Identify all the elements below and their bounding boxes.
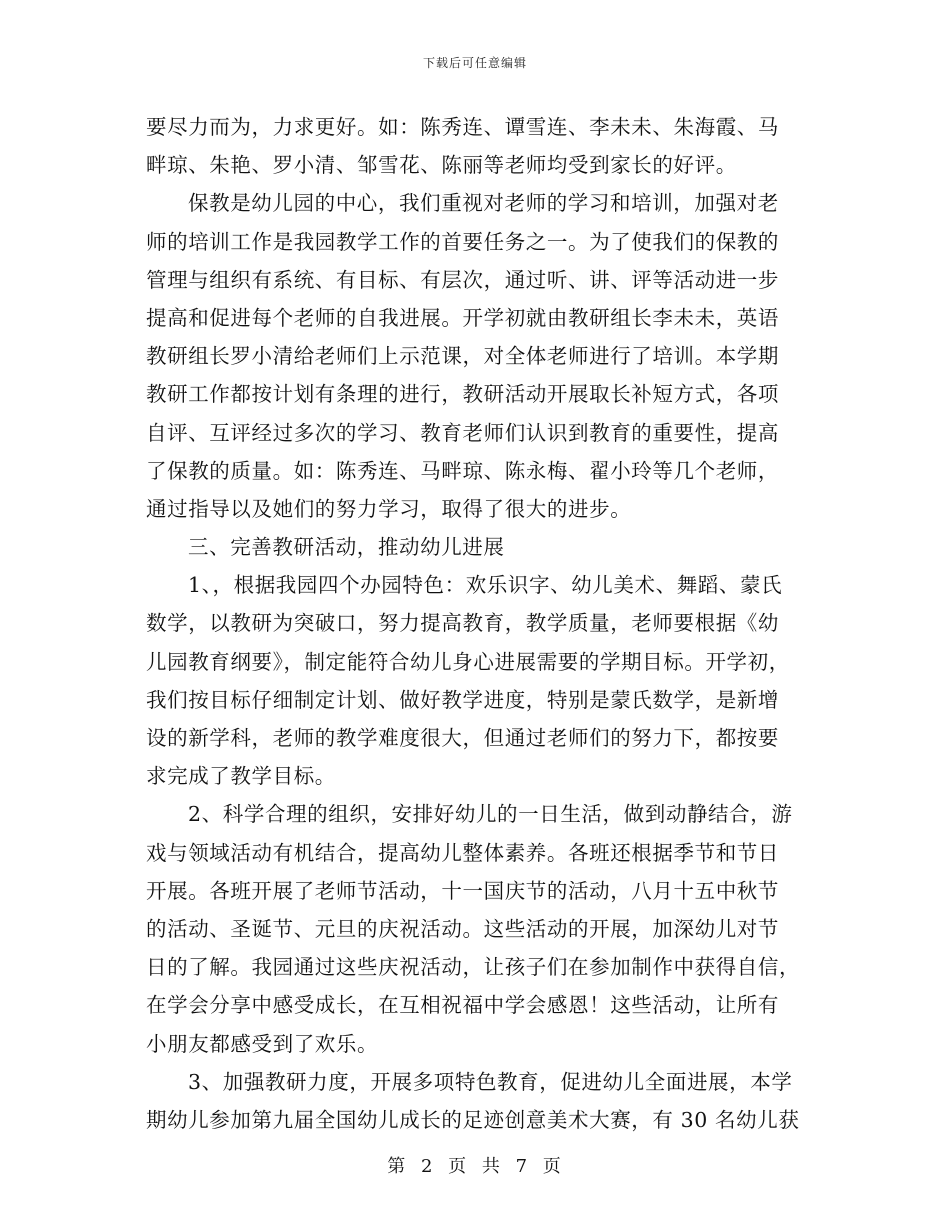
text-line: 期幼儿参加第九届全国幼儿成长的足迹创意美术大赛，有 30 名幼儿获 [146, 1107, 800, 1132]
text-line: 数学，以教研为突破口，努力提高教育，教学质量，老师要根据《幼 [146, 611, 779, 636]
text-line: 小朋友都感受到了欢乐。 [146, 1031, 379, 1056]
paragraph-start-line: 保教是幼儿园的中心，我们重视对老师的学习和培训，加强对老 [188, 191, 779, 216]
text-line: 在学会分享中感受成长，在互相祝福中学会感恩！这些活动，让所有 [146, 993, 779, 1018]
text-line: 教研组长罗小清给老师们上示范课，对全体老师进行了培训。本学期 [146, 344, 779, 369]
text-line: 开展。各班开展了老师节活动，十一国庆节的活动，八月十五中秋节 [146, 878, 779, 903]
text-line: 日的了解。我园通过这些庆祝活动，让孩子们在参加制作中获得自信， [146, 955, 801, 980]
text-line: 通过指导以及她们的努力学习，取得了很大的进步。 [146, 496, 632, 521]
text-line: 教研工作都按计划有条理的进行，教研活动开展取长补短方式，各项 [146, 382, 779, 407]
text-line: 戏与领域活动有机结合，提高幼儿整体素养。各班还根据季节和节日 [146, 840, 779, 865]
paragraph-start-line: 2、科学合理的组织，安排好幼儿的一日生活，做到动静结合，游 [188, 802, 793, 827]
body-text [146, 108, 806, 1139]
text-line: 要尽力而为，力求更好。如：陈秀连、谭雪连、李未未、朱海霞、马 [146, 115, 779, 139]
page-number-footer: 第 2 页 共 7 页 [387, 1156, 563, 1177]
text-line: 的活动、圣诞节、元旦的庆祝活动。这些活动的开展，加深幼儿对节 [146, 916, 779, 941]
text-line: 我们按目标仔细制定计划、做好教学进度，特别是蒙氏数学，是新增 [146, 687, 779, 712]
text-line: 提高和促进每个老师的自我进展。开学初就由教研组长李未未，英语 [146, 305, 779, 330]
paragraph-start-line: 1、，根据我园四个办园特色：欢乐识字、幼儿美术、舞蹈、蒙氏 [188, 573, 783, 598]
paragraph-start-line: 3、加强教研力度，开展多项特色教育，促进幼儿全面进展，本学 [188, 1069, 793, 1094]
section-heading: 三、完善教研活动，推动幼儿进展 [188, 535, 505, 560]
text-line: 自评、互评经过多次的学习、教育老师们认识到教育的重要性，提高 [146, 420, 779, 445]
text-line: 畔琼、朱艳、罗小清、邹雪花、陈丽等老师均受到家长的好评。 [146, 153, 737, 178]
text-line: 了保教的质量。如：陈秀连、马畔琼、陈永梅、翟小玲等几个老师， [146, 458, 779, 483]
text-line: 求完成了教学目标。 [146, 764, 336, 789]
text-line: 师的培训工作是我园教学工作的首要任务之一。为了使我们的保教的 [146, 229, 779, 254]
text-line: 设的新学科，老师的教学难度很大，但通过老师们的努力下，都按要 [146, 726, 779, 750]
text-line: 儿园教育纲要》，制定能符合幼儿身心进展需要的学期目标。开学初， [146, 649, 790, 674]
page-header: 下载后可任意编辑 [422, 56, 527, 70]
text-line: 管理与组织有系统、有目标、有层次，通过听、讲、评等活动进一步 [146, 267, 779, 292]
